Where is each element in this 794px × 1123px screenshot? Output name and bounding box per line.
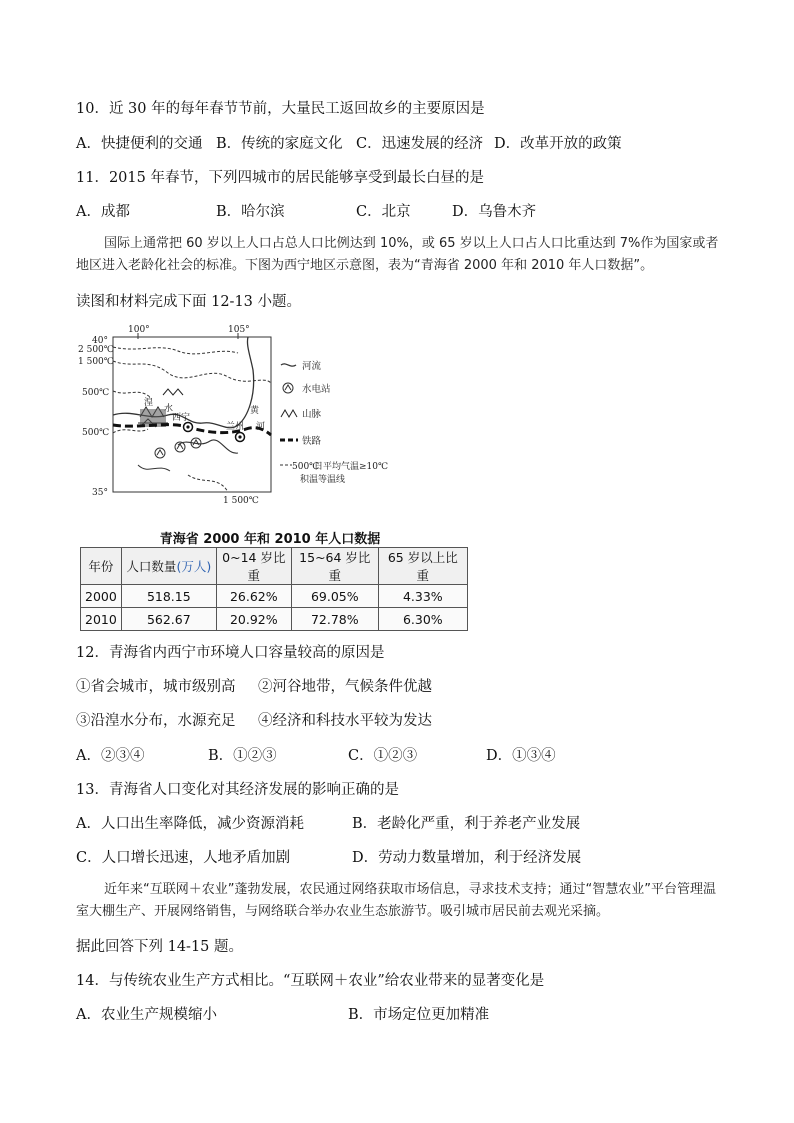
q12-item-3: ③沿湟水分布，水源充足 bbox=[76, 713, 236, 729]
legend-label-railway: 铁路 bbox=[302, 436, 322, 447]
lon-label-105: 105° bbox=[228, 325, 250, 335]
table-header: 15~64 岁比重 bbox=[291, 548, 378, 585]
river-icon bbox=[281, 364, 296, 366]
q12-option-a: A．②③④ bbox=[76, 748, 145, 764]
q14-option-b: B．市场定位更加精准 bbox=[348, 1007, 490, 1023]
q11-option-b: B．哈尔滨 bbox=[216, 204, 285, 220]
hydropower-icon bbox=[283, 383, 293, 393]
hydropower-icon bbox=[155, 438, 201, 458]
isotherm-label: 1 500℃ bbox=[78, 357, 114, 367]
legend-label-isotherm-desc1: 日平均气温≥10℃ bbox=[314, 462, 389, 472]
place-label-shui: 水 bbox=[164, 404, 174, 414]
table-cell: 72.78% bbox=[291, 608, 378, 631]
isotherm-line bbox=[113, 361, 271, 383]
xining-map bbox=[78, 325, 458, 505]
material-1-instruction: 读图和材料完成下面 12-13 小题。 bbox=[76, 294, 302, 310]
material-2-text: 近年来“互联网＋农业”蓬勃发展，农民通过网络获取市场信息，寻求技术支持；通过“智慧农业”平台管理温室大棚生产、开展网络销售，与网络联合举办农业生态旅游节。吸引城市居民前去观光采摘。 bbox=[76, 882, 716, 919]
place-label-huang: 湟 bbox=[144, 398, 154, 408]
q14-option-a: A．农业生产规模缩小 bbox=[76, 1007, 217, 1023]
mountain-icon bbox=[281, 410, 297, 417]
isotherm-label: 2 500℃ bbox=[78, 345, 114, 355]
isotherm-label: 500℃ bbox=[82, 388, 110, 398]
table-cell: 562.67 bbox=[121, 608, 216, 631]
table-cell: 2000 bbox=[81, 585, 122, 608]
q12-option-b: B．①②③ bbox=[208, 748, 277, 764]
table-cell: 518.15 bbox=[121, 585, 216, 608]
table-cell: 6.30% bbox=[378, 608, 467, 631]
river-line bbox=[138, 465, 170, 471]
place-label-lanzhou: 兰州 bbox=[226, 422, 245, 432]
legend-label-isotherm-desc2: 积温等温线 bbox=[300, 475, 346, 485]
isotherm-label: 1 500℃ bbox=[223, 496, 259, 505]
isotherm-line bbox=[113, 429, 148, 433]
q11-option-d: D．乌鲁木齐 bbox=[452, 204, 537, 220]
q12-item-2: ②河谷地带，气候条件优越 bbox=[258, 679, 432, 695]
q13-option-c: C．人口增长迅速，人地矛盾加剧 bbox=[76, 850, 291, 866]
material-2 bbox=[76, 879, 726, 923]
table-row bbox=[81, 585, 468, 608]
isotherm-line bbox=[188, 475, 228, 492]
q11-stem: 11．2015 年春节，下列四城市的居民能够享受到最长白昼的是 bbox=[76, 170, 484, 186]
q13-option-b: B．老龄化严重，利于养老产业发展 bbox=[352, 816, 581, 832]
table-cell: 20.92% bbox=[216, 608, 291, 631]
table-header: 0~14 岁比重 bbox=[216, 548, 291, 585]
place-label-huang-river: 黄 bbox=[250, 406, 260, 416]
material-1 bbox=[76, 233, 726, 277]
isotherm-label: 500℃ bbox=[82, 428, 110, 438]
table-row bbox=[81, 608, 468, 631]
table-header: 65 岁以上比重 bbox=[378, 548, 467, 585]
q10-option-b: B．传统的家庭文化 bbox=[216, 136, 343, 152]
table-cell: 4.33% bbox=[378, 585, 467, 608]
table-cell: 26.62% bbox=[216, 585, 291, 608]
place-label-he: 河 bbox=[256, 422, 266, 432]
legend-label-isotherm-value: 500℃ bbox=[292, 462, 320, 472]
q11-option-a: A．成都 bbox=[76, 204, 130, 220]
q12-item-1: ①省会城市，城市级别高 bbox=[76, 679, 236, 695]
q10-option-a: A．快捷便利的交通 bbox=[76, 136, 203, 152]
legend-label-mountain: 山脉 bbox=[302, 409, 322, 420]
q12-item-4: ④经济和科技水平较为发达 bbox=[258, 713, 432, 729]
q12-option-c: C．①②③ bbox=[348, 748, 418, 764]
table-cell: 2010 bbox=[81, 608, 122, 631]
map-legend bbox=[280, 360, 388, 485]
q13-option-d: D．劳动力数量增加，利于经济发展 bbox=[352, 850, 582, 866]
table-header: 人口数量(万人) bbox=[121, 548, 216, 585]
q10-stem: 10．近 30 年的每年春节节前，大量民工返回故乡的主要原因是 bbox=[76, 101, 485, 117]
table-header: 年份 bbox=[81, 548, 122, 585]
q12-stem: 12．青海省内西宁市环境人口容量较高的原因是 bbox=[76, 645, 385, 661]
lat-label-40: 40° bbox=[92, 336, 108, 346]
isotherm-line bbox=[113, 391, 150, 397]
material-1-text: 国际上通常把 60 岁以上人口占总人口比例达到 10%，或 65 岁以上人口占人口比重达到 7%作为国家或者地区进入老龄化社会的标准。下图为西宁地区示意图，表为“青海省 2000 年和 2010 年人口数据”。 bbox=[76, 236, 719, 273]
q10-option-c: C．迅速发展的经济 bbox=[356, 136, 484, 152]
material-2-instruction: 据此回答下列 14-15 题。 bbox=[76, 939, 244, 955]
legend-label-hydropower: 水电站 bbox=[302, 384, 331, 395]
q11-option-c: C．北京 bbox=[356, 204, 411, 220]
q13-option-a: A．人口出生率降低，减少资源消耗 bbox=[76, 816, 304, 832]
table-title: 青海省 2000 年和 2010 年人口数据 bbox=[159, 532, 381, 547]
table-header-row bbox=[81, 548, 468, 585]
q14-stem: 14．与传统农业生产方式相比。“互联网＋农业”给农业带来的显著变化是 bbox=[76, 973, 545, 989]
q10-option-d: D．改革开放的政策 bbox=[494, 136, 622, 152]
lon-label-100: 100° bbox=[128, 325, 150, 335]
place-label-xining: 西宁 bbox=[172, 413, 191, 423]
q13-stem: 13．青海省人口变化对其经济发展的影响正确的是 bbox=[76, 782, 399, 798]
isotherm-line bbox=[113, 347, 238, 354]
lat-label-35: 35° bbox=[92, 488, 108, 498]
population-table bbox=[80, 547, 468, 631]
river-line bbox=[178, 440, 238, 453]
q12-option-d: D．①③④ bbox=[486, 748, 556, 764]
table-cell: 69.05% bbox=[291, 585, 378, 608]
legend-label-river: 河流 bbox=[302, 361, 322, 372]
